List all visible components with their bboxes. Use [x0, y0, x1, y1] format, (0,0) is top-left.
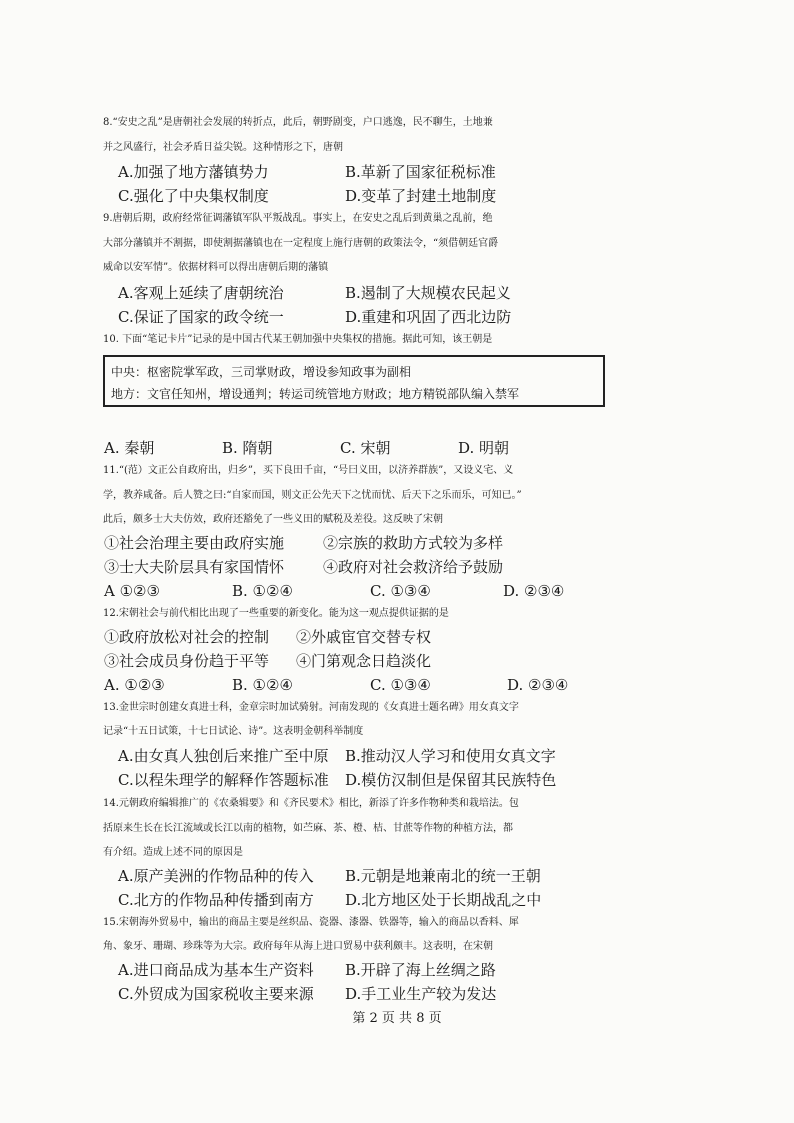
q11-statement-2: ②宗族的救助方式较为多样	[323, 534, 504, 552]
q12-option-d: D. ②③④	[507, 676, 569, 694]
notes-card-line-local: 地方：文官任知州，增设通判；转运司统管地方财政；地方精锐部队编入禁军	[111, 387, 520, 401]
q14-option-d: D.北方地区处于长期战乱之中	[345, 891, 542, 909]
q13-stem-line2: 记录“十五日试策，十七日试论、诗”。这表明金朝科举制度	[103, 726, 364, 737]
q8-stem-line1: 8.“安史之乱”是唐朝社会发展的转折点，此后，朝野剧变，户口逃逸，民不聊生，土地兼	[103, 117, 493, 128]
q15-option-c: C.外贸成为国家税收主要来源	[118, 985, 314, 1003]
q12-option-b: B. ①②④	[232, 676, 293, 694]
notes-card-line-central: 中央：枢密院掌军政，三司掌财政，增设参知政事为副相	[111, 365, 412, 379]
q13-option-d: D.模仿汉制但是保留其民族特色	[345, 771, 557, 789]
q11-stem-line2: 学，教养咸备。后人赞之曰:“自家而国，则文正公先天下之忧而忧、后天下之乐而乐，可知已。”	[103, 490, 522, 501]
q11-statement-4: ④政府对社会救济给予鼓励	[323, 558, 504, 576]
q8-option-b: B.革新了国家征税标准	[345, 163, 496, 181]
q14-stem-line2: 括原来生长在长江流域或长江以南的植物，如苎麻、茶、橙、桔、甘蔗等作物的种植方法，都	[103, 823, 513, 834]
q11-option-b: B. ①②④	[232, 582, 293, 600]
q9-stem-line1: 9.唐朝后期，政府经常征调藩镇军队平叛战乱。事实上，在安史之乱后到黄巢之乱前，绝	[103, 213, 493, 224]
q12-statement-2: ②外戚宦官交替专权	[296, 628, 432, 646]
q14-stem-line1: 14.元朝政府编辑推广的《农桑辑要》和《齐民要术》相比，新添了许多作物种类和栽培法。包	[103, 798, 519, 809]
q11-statement-3: ③士大夫阶层具有家国情怀	[104, 558, 285, 576]
q9-stem-line2: 大部分藩镇并不割据，即使割据藩镇也在一定程度上施行唐朝的政策法令，“须借朝廷官爵	[103, 238, 499, 249]
q8-stem-line2: 并之风盛行，社会矛盾日益尖锐。这种情形之下，唐朝	[103, 142, 343, 153]
q13-option-a: A.由女真人独创后来推广至中原	[118, 747, 329, 765]
q8-option-c: C.强化了中央集权制度	[118, 187, 269, 205]
q10-option-d: D. 明朝	[458, 439, 510, 457]
q11-option-d: D. ②③④	[503, 582, 565, 600]
q8-option-d: D.变革了封建土地制度	[345, 187, 497, 205]
q8-option-a: A.加强了地方藩镇势力	[118, 163, 269, 181]
q13-stem-line1: 13.金世宗时创建女真进士科，金章宗时加试骑射。河南发现的《女真进士题名碑》用女真文字	[103, 702, 519, 713]
q13-option-b: B.推动汉人学习和使用女真文字	[345, 747, 556, 765]
q9-stem-line3: 威命以安军情”。依据材料可以得出唐朝后期的藩镇	[103, 262, 329, 273]
q11-stem-line3: 此后，颇多士大夫仿效，政府还豁免了一些义田的赋税及差役。这反映了宋朝	[103, 514, 443, 525]
q11-statement-1: ①社会治理主要由政府实施	[104, 534, 285, 552]
q9-option-a: A.客观上延续了唐朝统治	[118, 284, 284, 302]
q11-stem-line1: 11.“(范）文正公自政府出，归乡”，买下良田千亩，“号曰义田，以济养群族”，又设义宅、义	[103, 465, 514, 476]
q12-option-a: A. ①②③	[104, 676, 165, 694]
q9-option-c: C.保证了国家的政令统一	[118, 308, 284, 326]
q15-stem-line2: 角、象牙、珊瑚、珍珠等为大宗。政府每年从海上进口贸易中获利颇丰。这表明，在宋朝	[103, 941, 493, 952]
q14-option-a: A.原产美洲的作物品种的传入	[118, 867, 314, 885]
q15-stem-line1: 15.宋朝海外贸易中，输出的商品主要是丝织品、瓷器、漆器、铁器等，输入的商品以香料、犀	[103, 917, 519, 928]
q15-option-d: D.手工业生产较为发达	[345, 985, 497, 1003]
q11-option-c: C. ①③④	[370, 582, 431, 600]
q10-option-b: B. 隋朝	[222, 439, 273, 457]
q15-option-a: A.进口商品成为基本生产资料	[118, 961, 314, 979]
q9-option-b: B.遏制了大规模农民起义	[345, 284, 511, 302]
q14-option-b: B.元朝是地兼南北的统一王朝	[345, 867, 541, 885]
notes-card	[103, 355, 605, 407]
q9-option-d: D.重建和巩固了西北边防	[345, 308, 512, 326]
q12-statement-1: ①政府放松对社会的控制	[104, 628, 270, 646]
q10-option-a: A. 秦朝	[104, 439, 155, 457]
q12-option-c: C. ①③④	[370, 676, 431, 694]
q14-stem-line3: 有介绍。造成上述不同的原因是	[103, 847, 243, 858]
q10-option-c: C. 宋朝	[340, 439, 391, 457]
q12-statement-4: ④门第观念日趋淡化	[296, 652, 432, 670]
page-number-footer: 第 2 页 共 8 页	[352, 1011, 442, 1026]
q14-option-c: C.北方的作物品种传播到南方	[118, 891, 314, 909]
q10-stem: 10. 下面“笔记卡片”记录的是中国古代某王朝加强中央集权的措施。据此可知，该王朝是	[103, 334, 493, 345]
q13-option-c: C.以程朱理学的解释作答题标准	[118, 771, 329, 789]
q12-statement-3: ③社会成员身份趋于平等	[104, 652, 270, 670]
q12-stem: 12.宋朝社会与前代相比出现了一些重要的新变化。能为这一观点提供证据的是	[103, 608, 449, 619]
q11-option-a: A ①②③	[104, 582, 160, 600]
q15-option-b: B.开辟了海上丝绸之路	[345, 961, 496, 979]
